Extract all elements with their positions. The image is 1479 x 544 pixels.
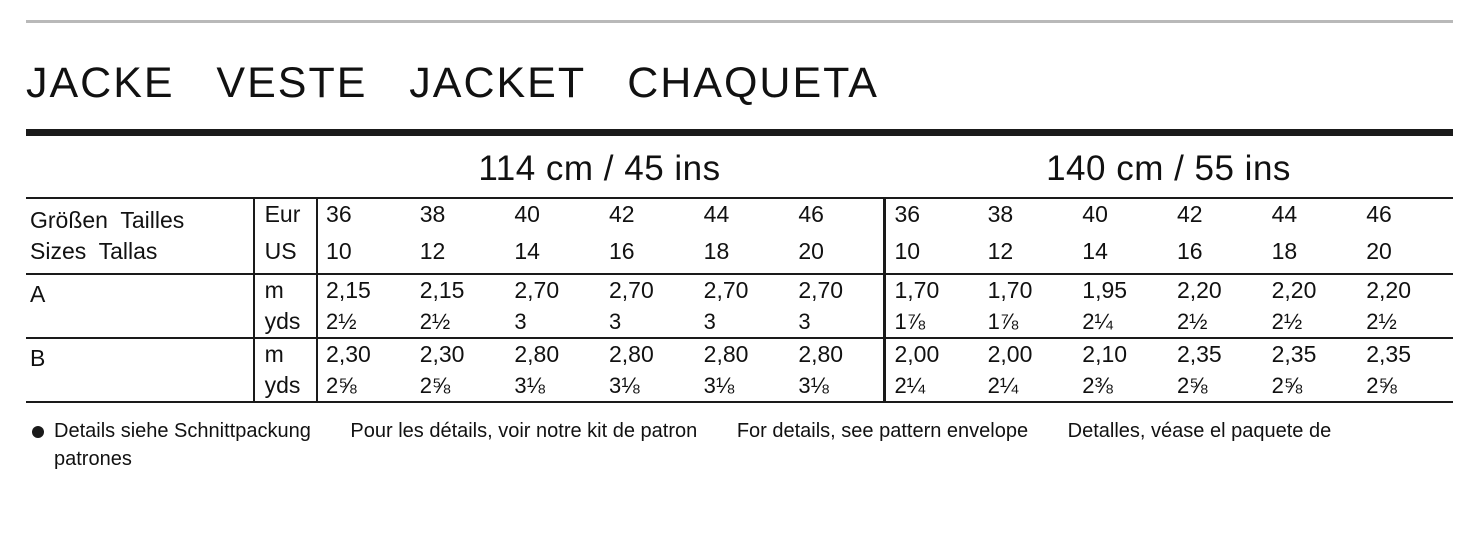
size-us-0: 10 <box>317 236 412 274</box>
bullet-icon <box>32 426 44 438</box>
b-114-yds-0: 2⅝ <box>317 370 412 402</box>
b-140-m-5: 2,35 <box>1358 338 1453 370</box>
unit-us: US <box>254 236 317 274</box>
size-eur-10: 44 <box>1264 198 1359 236</box>
fabric-width-140: 140 cm / 55 ins <box>1046 149 1291 188</box>
b-140-m-2: 2,10 <box>1074 338 1169 370</box>
b-114-yds-5: 3⅛ <box>798 373 829 398</box>
b-114-yds-3: 3⅛ <box>609 373 640 398</box>
size-us-4: 18 <box>703 238 730 264</box>
a-114-yds-2: 3 <box>514 309 527 334</box>
a-140-yds-4: 2½ <box>1271 309 1303 334</box>
size-eur-5: 46 <box>790 198 885 236</box>
unit-yds-b: yds <box>254 370 317 402</box>
top-divider <box>26 20 1453 23</box>
a-140-m-2: 1,95 <box>1074 274 1169 306</box>
size-eur-6: 36 <box>885 198 980 236</box>
a-140-yds-0: 1⅞ <box>885 306 980 338</box>
b-140-m-4: 2,35 <box>1264 338 1359 370</box>
size-eur-1: 38 <box>412 198 507 236</box>
footnote-de: Details siehe Schnittpackung <box>54 420 311 442</box>
size-eur-8: 40 <box>1074 198 1169 236</box>
size-label-line1: Größen Tailles <box>30 207 185 233</box>
a-114-m-5: 2,70 <box>790 274 885 306</box>
b-114-m-4: 2,80 <box>696 338 791 370</box>
b-140-yds-2: 2⅜ <box>1082 373 1113 398</box>
size-label-line2: Sizes Tallas <box>30 238 158 264</box>
size-us-11: 20 <box>1366 238 1392 264</box>
a-140-m-5: 2,20 <box>1358 274 1453 306</box>
table-header-row-eur <box>26 198 1453 236</box>
b-140-m-3: 2,35 <box>1169 338 1264 370</box>
fabric-width-header-row <box>26 145 1453 193</box>
a-140-yds-5: 2½ <box>1366 309 1397 334</box>
footnote <box>26 417 1453 473</box>
footnote-es: Detalles, véase el paquete de <box>1067 420 1332 442</box>
a-114-yds-0: 2½ <box>317 306 412 338</box>
b-140-m-1: 2,00 <box>980 338 1075 370</box>
table-row-a-metres <box>26 274 1453 306</box>
footnote-en: For details, see pattern envelope <box>736 420 1029 442</box>
yardage-table <box>26 197 1453 403</box>
a-140-yds-2: 2¼ <box>1082 309 1113 334</box>
a-140-m-0: 1,70 <box>885 274 980 306</box>
footnote-es-cont: patrones <box>54 448 132 470</box>
size-us-5: 20 <box>798 238 824 264</box>
page-title: JACKE VESTE JACKET CHAQUETA <box>26 59 879 107</box>
a-114-m-2: 2,70 <box>506 274 601 306</box>
unit-m-b: m <box>254 338 317 370</box>
size-us-7: 12 <box>987 238 1014 264</box>
a-140-yds-1: 1⅞ <box>987 309 1019 334</box>
unit-yds-a: yds <box>254 306 317 338</box>
b-140-yds-5: 2⅝ <box>1366 373 1397 398</box>
size-eur-3: 42 <box>601 198 696 236</box>
title-underline <box>26 129 1453 136</box>
a-140-m-1: 1,70 <box>980 274 1075 306</box>
fabric-width-114: 114 cm / 45 ins <box>478 149 721 188</box>
size-us-2: 14 <box>514 238 540 264</box>
b-114-yds-2: 3⅛ <box>514 373 545 398</box>
size-label-cell <box>26 198 254 274</box>
unit-eur: Eur <box>254 198 317 236</box>
b-140-yds-0: 2¼ <box>885 370 980 402</box>
size-us-10: 18 <box>1271 238 1298 264</box>
b-114-m-5: 2,80 <box>790 338 885 370</box>
size-eur-11: 46 <box>1358 198 1453 236</box>
size-eur-4: 44 <box>696 198 791 236</box>
size-eur-2: 40 <box>506 198 601 236</box>
b-140-yds-3: 2⅝ <box>1176 373 1208 398</box>
size-us-3: 16 <box>609 238 635 264</box>
footnote-fr: Pour les détails, voir notre kit de patron <box>350 420 698 442</box>
size-eur-7: 38 <box>980 198 1075 236</box>
a-114-m-3: 2,70 <box>601 274 696 306</box>
table-row-b-metres <box>26 338 1453 370</box>
b-114-yds-1: 2⅝ <box>419 373 451 398</box>
b-114-yds-4: 3⅛ <box>703 373 735 398</box>
b-140-m-0: 2,00 <box>885 338 980 370</box>
b-140-yds-4: 2⅝ <box>1271 373 1303 398</box>
a-114-yds-5: 3 <box>798 309 811 334</box>
a-140-m-3: 2,20 <box>1169 274 1264 306</box>
view-label-b: B <box>26 338 254 402</box>
pattern-yardage-sheet <box>0 20 1479 544</box>
a-114-yds-3: 3 <box>609 309 622 334</box>
b-114-m-2: 2,80 <box>506 338 601 370</box>
size-eur-9: 42 <box>1169 198 1264 236</box>
a-114-m-1: 2,15 <box>412 274 507 306</box>
a-140-yds-3: 2½ <box>1176 309 1208 334</box>
size-eur-0: 36 <box>317 198 412 236</box>
size-us-9: 16 <box>1176 238 1203 264</box>
a-114-yds-4: 3 <box>703 309 716 334</box>
a-114-yds-1: 2½ <box>419 309 451 334</box>
size-us-6: 10 <box>885 236 980 274</box>
size-us-8: 14 <box>1082 238 1108 264</box>
footnote-text <box>54 417 1453 473</box>
b-114-m-3: 2,80 <box>601 338 696 370</box>
size-us-1: 12 <box>419 238 446 264</box>
a-114-m-4: 2,70 <box>696 274 791 306</box>
a-140-m-4: 2,20 <box>1264 274 1359 306</box>
view-label-a: A <box>26 274 254 338</box>
b-114-m-1: 2,30 <box>412 338 507 370</box>
unit-m-a: m <box>254 274 317 306</box>
b-114-m-0: 2,30 <box>317 338 412 370</box>
b-140-yds-1: 2¼ <box>987 373 1019 398</box>
a-114-m-0: 2,15 <box>317 274 412 306</box>
